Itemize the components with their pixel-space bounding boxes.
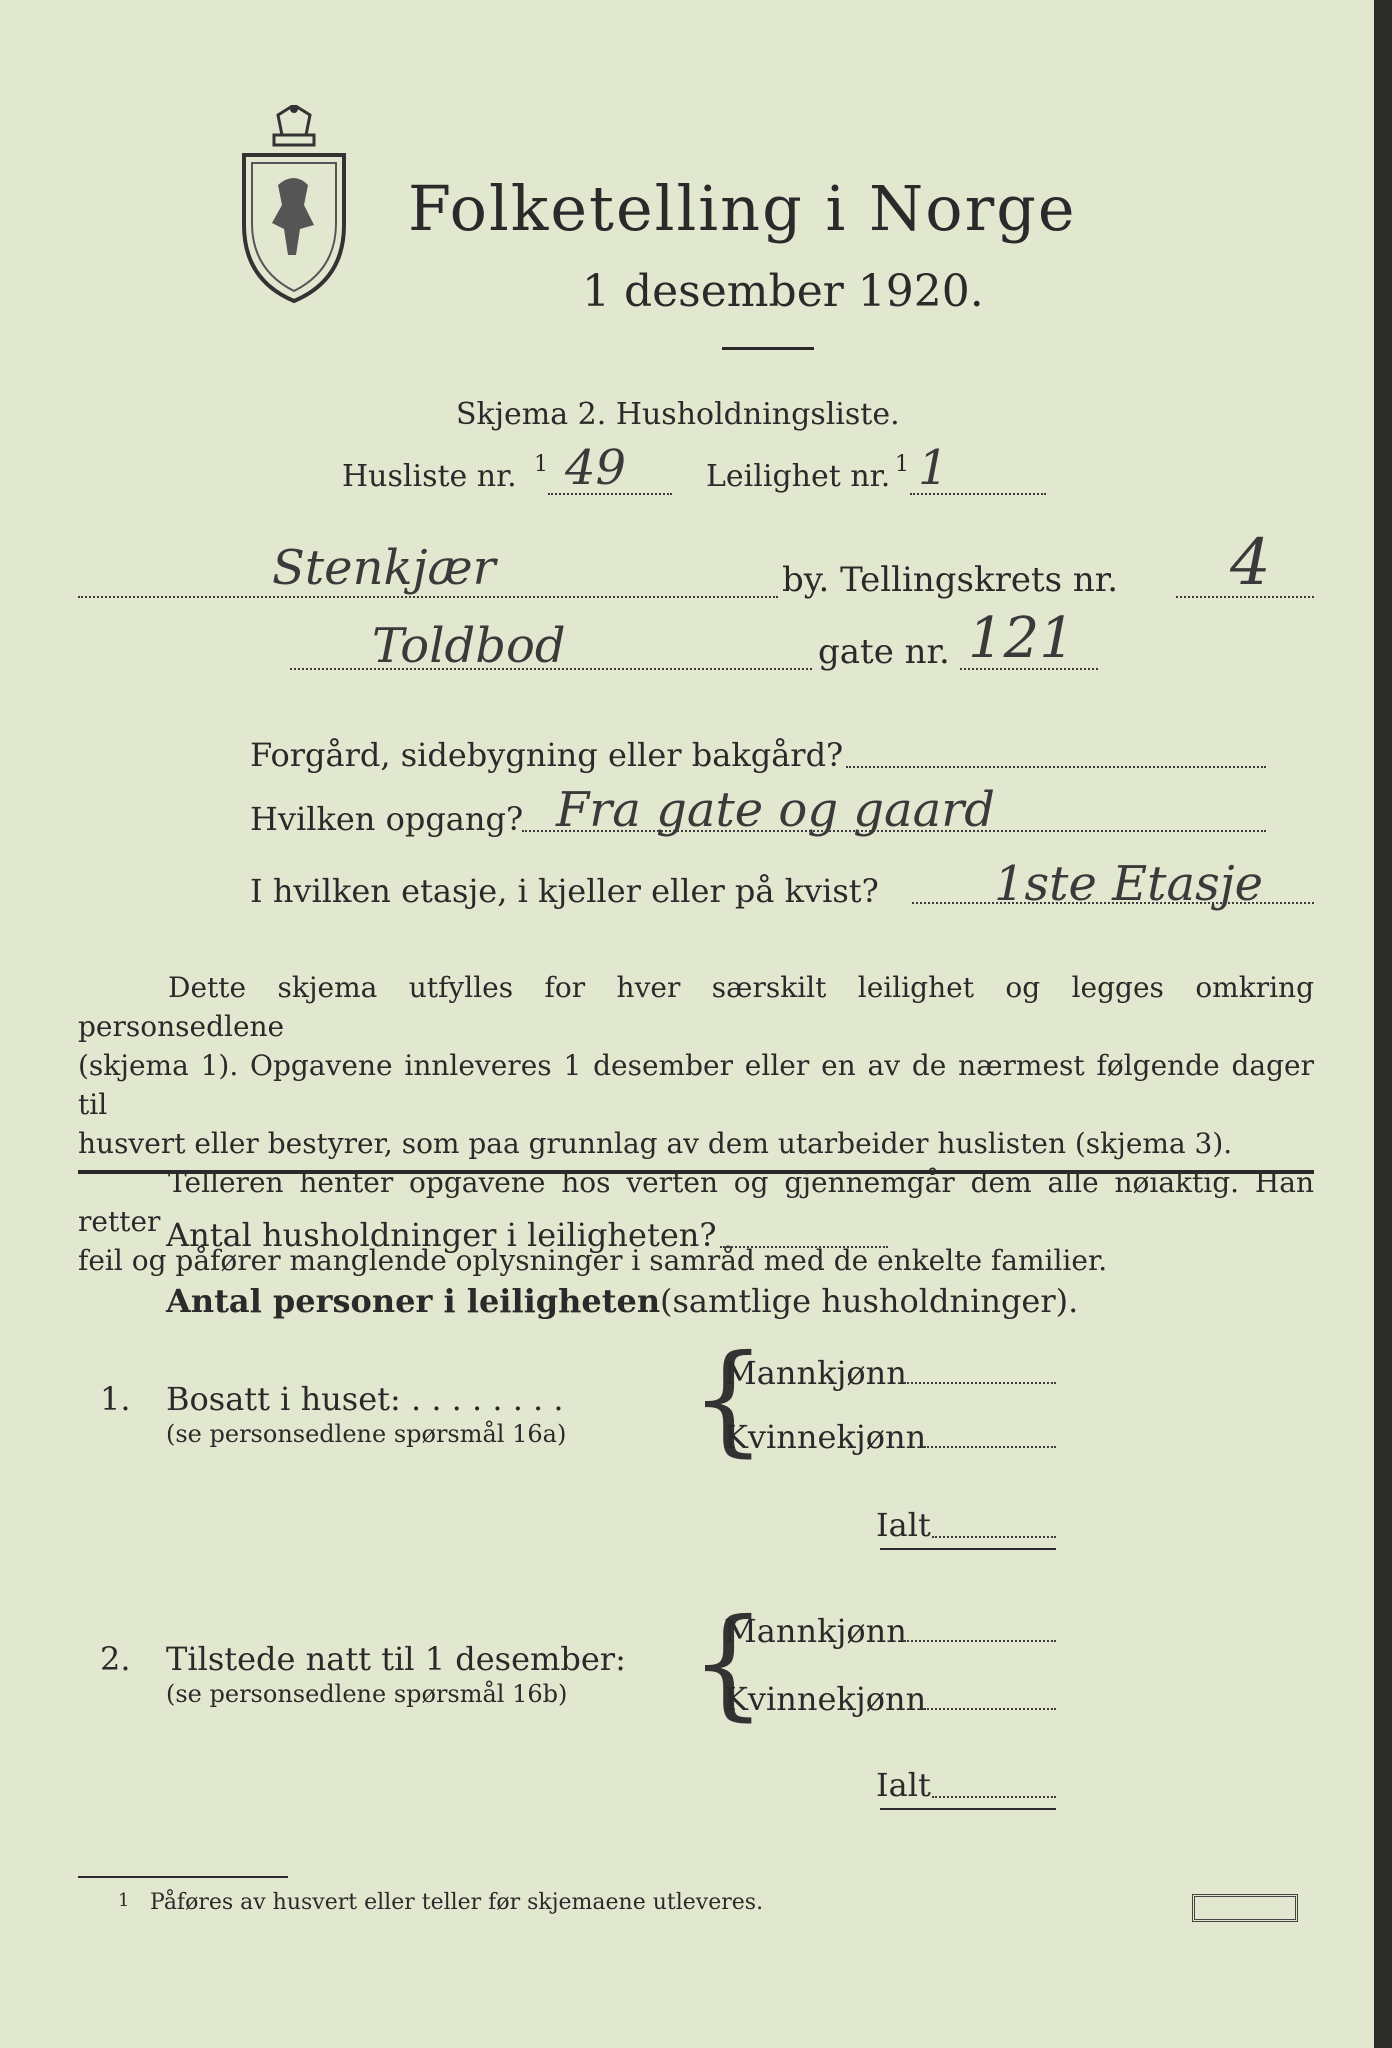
city-value[interactable]: Stenkjær [272,540,496,596]
leilighet-line [910,493,1046,495]
households-line [720,1246,888,1248]
gate-line [960,668,1098,670]
section-divider [78,1170,1314,1174]
item-1-female-label: Kvinnekjønn [724,1418,927,1456]
husliste-value[interactable]: 49 [565,440,627,496]
census-date: 1 desember 1920. [582,266,984,317]
krets-value[interactable]: 4 [1230,526,1271,600]
persons-heading-note: (samtlige husholdninger). [660,1282,1079,1320]
schema-label: Skjema 2. Husholdningsliste. [456,397,900,432]
item-1-total-label: Ialt [876,1506,931,1544]
opgang-line [522,830,1266,832]
bracket: { [690,1330,767,1469]
item-2-total-label: Ialt [876,1766,931,1804]
instruction-line: feil og påfører manglende oplysninger i samråd med de enkelte familier. [78,1244,1108,1277]
street-value[interactable]: Toldbod [372,618,566,674]
answer-etasje[interactable]: 1ste Etasje [994,856,1263,912]
households-question: Antal husholdninger i leiligheten? [166,1216,717,1254]
item-1-label: Bosatt i huset: . . . . . . . . [166,1380,564,1418]
item-2-label: Tilstede natt til 1 desember: [166,1640,626,1678]
gate-label: gate nr. [818,632,950,672]
item-1-reference: (se personsedlene spørsmål 16a) [166,1420,567,1448]
forgard-line [846,766,1266,768]
footnote-ref: 1 [534,452,548,477]
etasje-line [912,902,1314,904]
item-2-male-line [904,1640,1056,1642]
bracket: { [690,1594,767,1733]
instruction-line: Telleren henter opgavene hos verten og gjennemgår dem alle nøiaktig. Han retter [78,1166,1314,1238]
persons-heading: Antal personer i leiligheten [166,1282,661,1320]
instruction-line: Dette skjema utfylles for hver særskilt leilighet og legges omkring personsedlene [78,971,1314,1043]
item-2-female-line [924,1708,1056,1710]
scan-edge [1374,0,1392,2048]
leilighet-label: Leilighet nr. [706,459,891,494]
footnote-text: Påføres av husvert eller teller før skjemaene utleveres. [150,1890,764,1915]
item-1-number: 1. [100,1380,131,1418]
item-2-total-line [932,1796,1056,1798]
street-line [290,668,812,670]
footnote-ref: 1 [895,452,909,477]
footnote-mark: 1 [118,1890,130,1911]
item-2-reference: (se personsedlene spørsmål 16b) [166,1680,568,1708]
item-1-total-line [932,1536,1056,1538]
question-opgang: Hvilken opgang? [250,800,524,838]
question-forgard: Forgård, sidebygning eller bakgård? [250,736,844,774]
item-1-male-line [904,1382,1056,1384]
coat-of-arms-icon [238,105,350,305]
form-title: Folketelling i Norge [408,172,1077,245]
krets-line [1176,596,1314,598]
city-line [78,596,778,598]
item-1-male-label: Mannkjønn [724,1354,907,1392]
item-2-total-rule [880,1808,1056,1810]
answer-opgang[interactable]: Fra gate og gaard [556,782,995,838]
item-1-female-line [924,1446,1056,1448]
leilighet-value[interactable]: 1 [918,440,949,496]
title-divider [722,347,814,350]
item-1-total-rule [880,1548,1056,1550]
footnote-divider [78,1876,288,1878]
husliste-line [548,493,672,495]
by-krets-label: by. Tellingskrets nr. [782,560,1119,600]
item-2-number: 2. [100,1640,131,1678]
item-2-male-label: Mannkjønn [724,1612,907,1650]
instruction-line: husvert eller bestyrer, som paa grunnlag av dem utarbeider huslisten (skjema 3). [78,1127,1233,1160]
question-etasje: I hvilken etasje, i kjeller eller på kvist? [250,872,879,910]
item-2-female-label: Kvinnekjønn [724,1680,927,1718]
gate-value[interactable]: 121 [968,606,1075,671]
instruction-line: (skjema 1). Opgavene innleveres 1 desember eller en av de nærmest følgende dager til [78,1049,1314,1121]
husliste-label: Husliste nr. [342,459,517,494]
printer-stamp [1192,1894,1298,1922]
